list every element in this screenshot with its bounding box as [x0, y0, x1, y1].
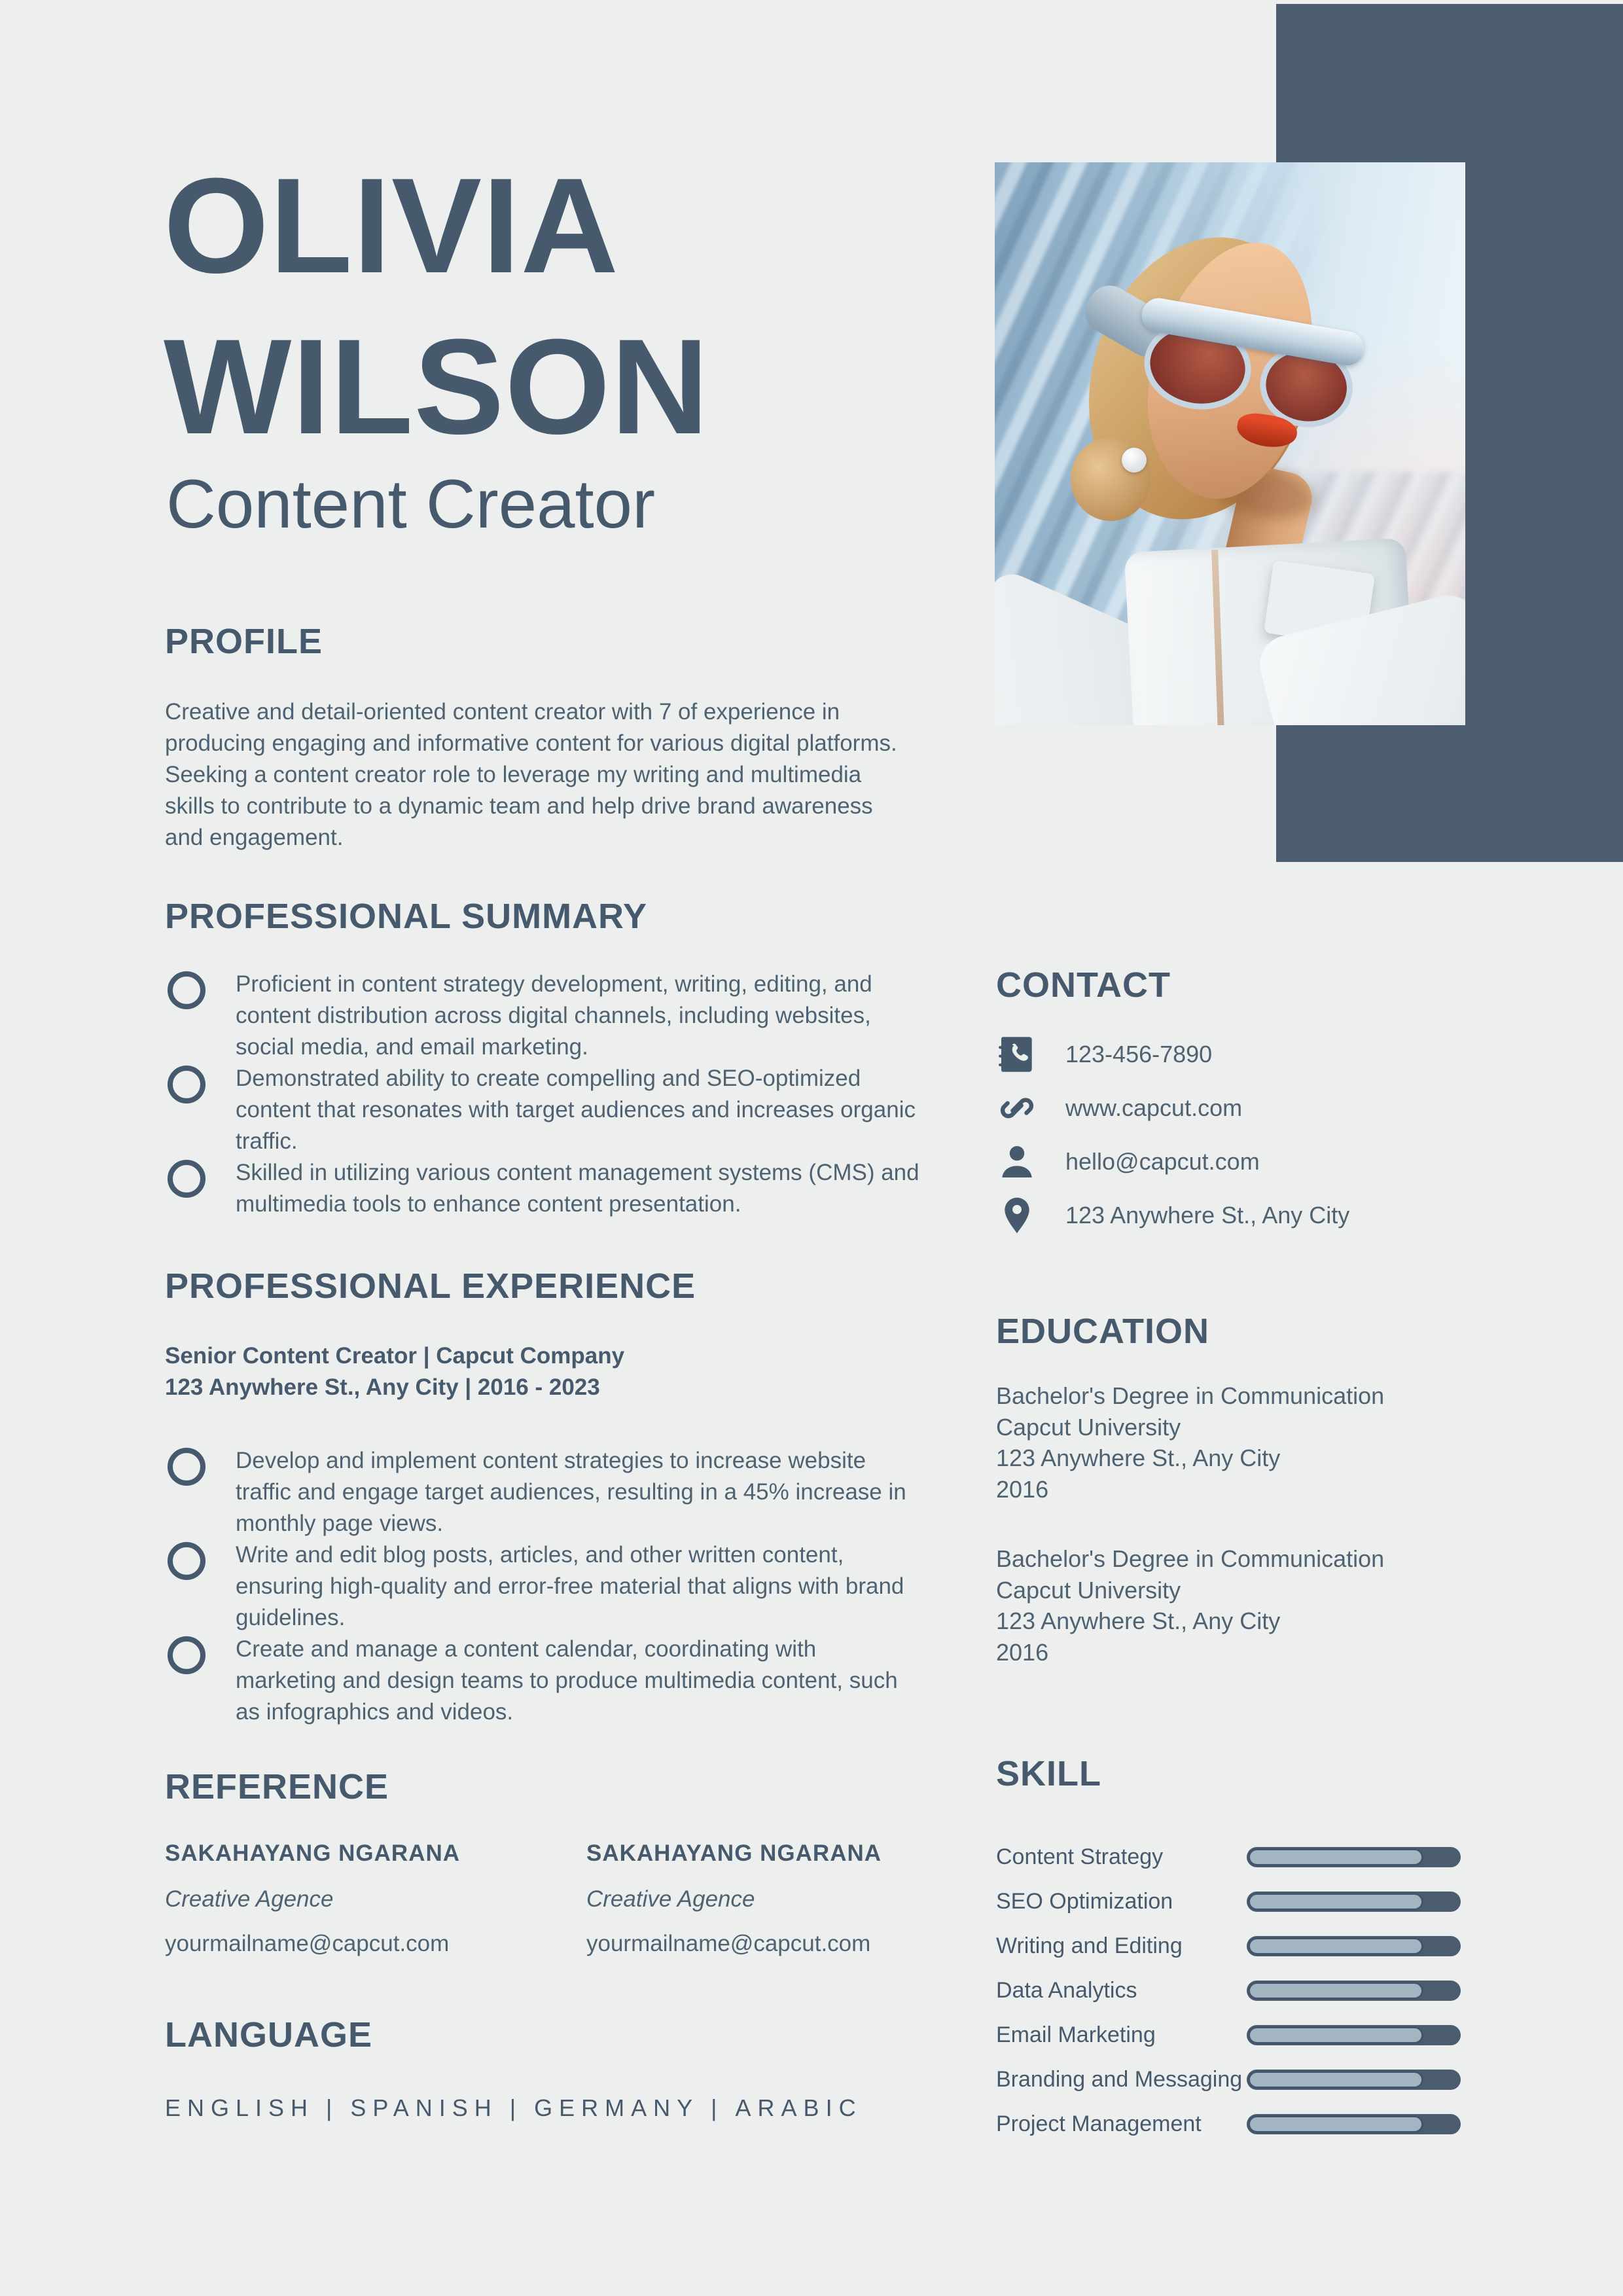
list-item — [165, 1445, 920, 1539]
skill-label: SEO Optimization — [996, 1888, 1173, 1914]
location-pin-icon — [996, 1194, 1038, 1236]
reference-entry — [165, 1840, 531, 1957]
job-header — [165, 1340, 624, 1403]
skill-bar-fill — [1248, 1937, 1423, 1955]
reference-name: SAKAHAYANG NGARANA — [586, 1840, 882, 1866]
person-icon — [996, 1141, 1038, 1183]
skill-bar-fill — [1248, 1848, 1423, 1866]
bullet-circle-icon — [168, 1542, 205, 1580]
summary-list — [165, 969, 920, 1220]
education-school: Capcut University — [996, 1576, 1181, 1604]
reference-company: Creative Agence — [165, 1886, 334, 1912]
education-year: 2016 — [996, 1475, 1049, 1503]
language-item: GERMANY — [534, 2094, 700, 2121]
skill-label: Content Strategy — [996, 1844, 1164, 1869]
education-address: 123 Anywhere St., Any City — [996, 1607, 1281, 1635]
experience-bullet-text: Create and manage a content calendar, coordinating with marketing and design teams to produce multimedia content, such as infographics and videos. — [236, 1636, 898, 1725]
list-item — [165, 1157, 920, 1220]
skill-heading: SKILL — [996, 1754, 1101, 1793]
job-meta: 123 Anywhere St., Any City | 2016 - 2023 — [165, 1374, 600, 1400]
skill-bar — [1247, 2070, 1461, 2090]
skill-label: Writing and Editing — [996, 1933, 1183, 1958]
skill-row — [996, 2057, 1461, 2102]
summary-bullet-text: Proficient in content strategy development, writing, editing, and content distribution across digital channels, including websites, social media, and email marketing. — [236, 971, 872, 1060]
summary-bullet-text: Skilled in utilizing various content management systems (CMS) and multimedia tools to enhance content presentation. — [236, 1159, 919, 1217]
skill-label: Branding and Messaging — [996, 2066, 1243, 2092]
skill-row — [996, 1924, 1461, 1968]
contact-row-email — [996, 1135, 1585, 1189]
contact-list — [996, 1028, 1585, 1242]
education-year: 2016 — [996, 1638, 1049, 1666]
skill-row — [996, 1835, 1461, 1879]
contact-website-value: www.capcut.com — [1065, 1094, 1243, 1121]
education-entry — [996, 1380, 1484, 1505]
experience-heading: PROFESSIONAL EXPERIENCE — [165, 1266, 696, 1306]
skill-bar — [1247, 1936, 1461, 1956]
contact-email-value: hello@capcut.com — [1065, 1148, 1260, 1175]
skill-bar-fill — [1248, 1982, 1423, 2000]
education-degree: Bachelor's Degree in Communication — [996, 1382, 1385, 1409]
skill-row — [996, 1879, 1461, 1924]
list-item — [165, 1539, 920, 1634]
skill-bar — [1247, 1892, 1461, 1912]
experience-bullet-text: Develop and implement content strategies to increase website traffic and engage target audiences, resulting in a 45% increase in monthly page views. — [236, 1448, 906, 1536]
contact-phone-value: 123-456-7890 — [1065, 1041, 1213, 1067]
reference-email: yourmailname@capcut.com — [165, 1931, 450, 1956]
bullet-circle-icon — [168, 1160, 205, 1198]
skill-bar-fill — [1248, 2071, 1423, 2089]
contact-heading: CONTACT — [996, 965, 1171, 1005]
skill-bar-fill — [1248, 1893, 1423, 1910]
education-entry — [996, 1543, 1484, 1668]
experience-bullet-text: Write and edit blog posts, articles, and other written content, ensuring high-quality and error-free material that aligns with brand guidelines. — [236, 1541, 904, 1630]
job-role: Senior Content Creator | Capcut Company — [165, 1343, 625, 1369]
skill-bar — [1247, 2025, 1461, 2045]
person-first-name: OLIVIA — [164, 150, 620, 301]
skill-row — [996, 1968, 1461, 2013]
experience-list — [165, 1445, 920, 1727]
contact-address-value: 123 Anywhere St., Any City — [1065, 1202, 1350, 1229]
language-separator: | — [509, 2094, 523, 2121]
language-item: ARABIC — [735, 2094, 863, 2121]
reference-name: SAKAHAYANG NGARANA — [165, 1840, 461, 1866]
list-item — [165, 1063, 920, 1157]
skill-bar — [1247, 1981, 1461, 2001]
phone-book-icon — [996, 1033, 1038, 1075]
skill-row — [996, 2013, 1461, 2057]
profile-text: Creative and detail-oriented content creator with 7 of experience in producing engaging and informative content for various digital platforms. Seeking a content creator role to leverage my writing and multimedia skills to contribute to a dynamic team and help drive brand awareness and engagement. — [165, 699, 897, 850]
education-heading: EDUCATION — [996, 1312, 1209, 1351]
education-degree: Bachelor's Degree in Communication — [996, 1545, 1385, 1572]
reference-email: yourmailname@capcut.com — [586, 1931, 871, 1956]
photo-pearl-earring — [1122, 448, 1147, 473]
contact-row-phone — [996, 1028, 1585, 1081]
list-item — [165, 969, 920, 1063]
skill-bar-fill — [1248, 2026, 1423, 2044]
skill-bar — [1247, 1847, 1461, 1867]
contact-row-address — [996, 1189, 1585, 1242]
skill-label: Email Marketing — [996, 2022, 1156, 2047]
summary-heading: PROFESSIONAL SUMMARY — [165, 897, 648, 936]
link-icon — [996, 1087, 1038, 1129]
skill-bar-fill — [1248, 2115, 1423, 2133]
language-separator: | — [711, 2094, 724, 2121]
reference-heading: REFERENCE — [165, 1767, 389, 1806]
education-school: Capcut University — [996, 1413, 1181, 1441]
summary-bullet-text: Demonstrated ability to create compelling and SEO-optimized content that resonates with target audiences and increases organic traffic. — [236, 1065, 916, 1154]
reference-entry — [586, 1840, 953, 1957]
portrait-photo — [995, 162, 1465, 725]
language-row — [165, 2094, 863, 2122]
bullet-circle-icon — [168, 1636, 205, 1674]
list-item — [165, 1634, 920, 1728]
skill-label: Data Analytics — [996, 1977, 1137, 2003]
skill-row — [996, 2102, 1461, 2146]
skill-list — [996, 1835, 1461, 2146]
person-title: Content Creator — [166, 466, 656, 543]
skill-label: Project Management — [996, 2111, 1202, 2136]
bullet-circle-icon — [168, 1448, 205, 1486]
bullet-circle-icon — [168, 1066, 205, 1103]
person-last-name: WILSON — [164, 311, 709, 463]
education-address: 123 Anywhere St., Any City — [996, 1444, 1281, 1472]
language-heading: LANGUAGE — [165, 2015, 372, 2054]
reference-company: Creative Agence — [586, 1886, 755, 1912]
bullet-circle-icon — [168, 971, 205, 1009]
skill-bar — [1247, 2114, 1461, 2134]
profile-heading: PROFILE — [165, 622, 323, 661]
contact-row-website — [996, 1081, 1585, 1135]
language-separator: | — [326, 2094, 339, 2121]
language-item: SPANISH — [350, 2094, 498, 2121]
person-name — [164, 145, 709, 468]
language-item: ENGLISH — [165, 2094, 315, 2121]
